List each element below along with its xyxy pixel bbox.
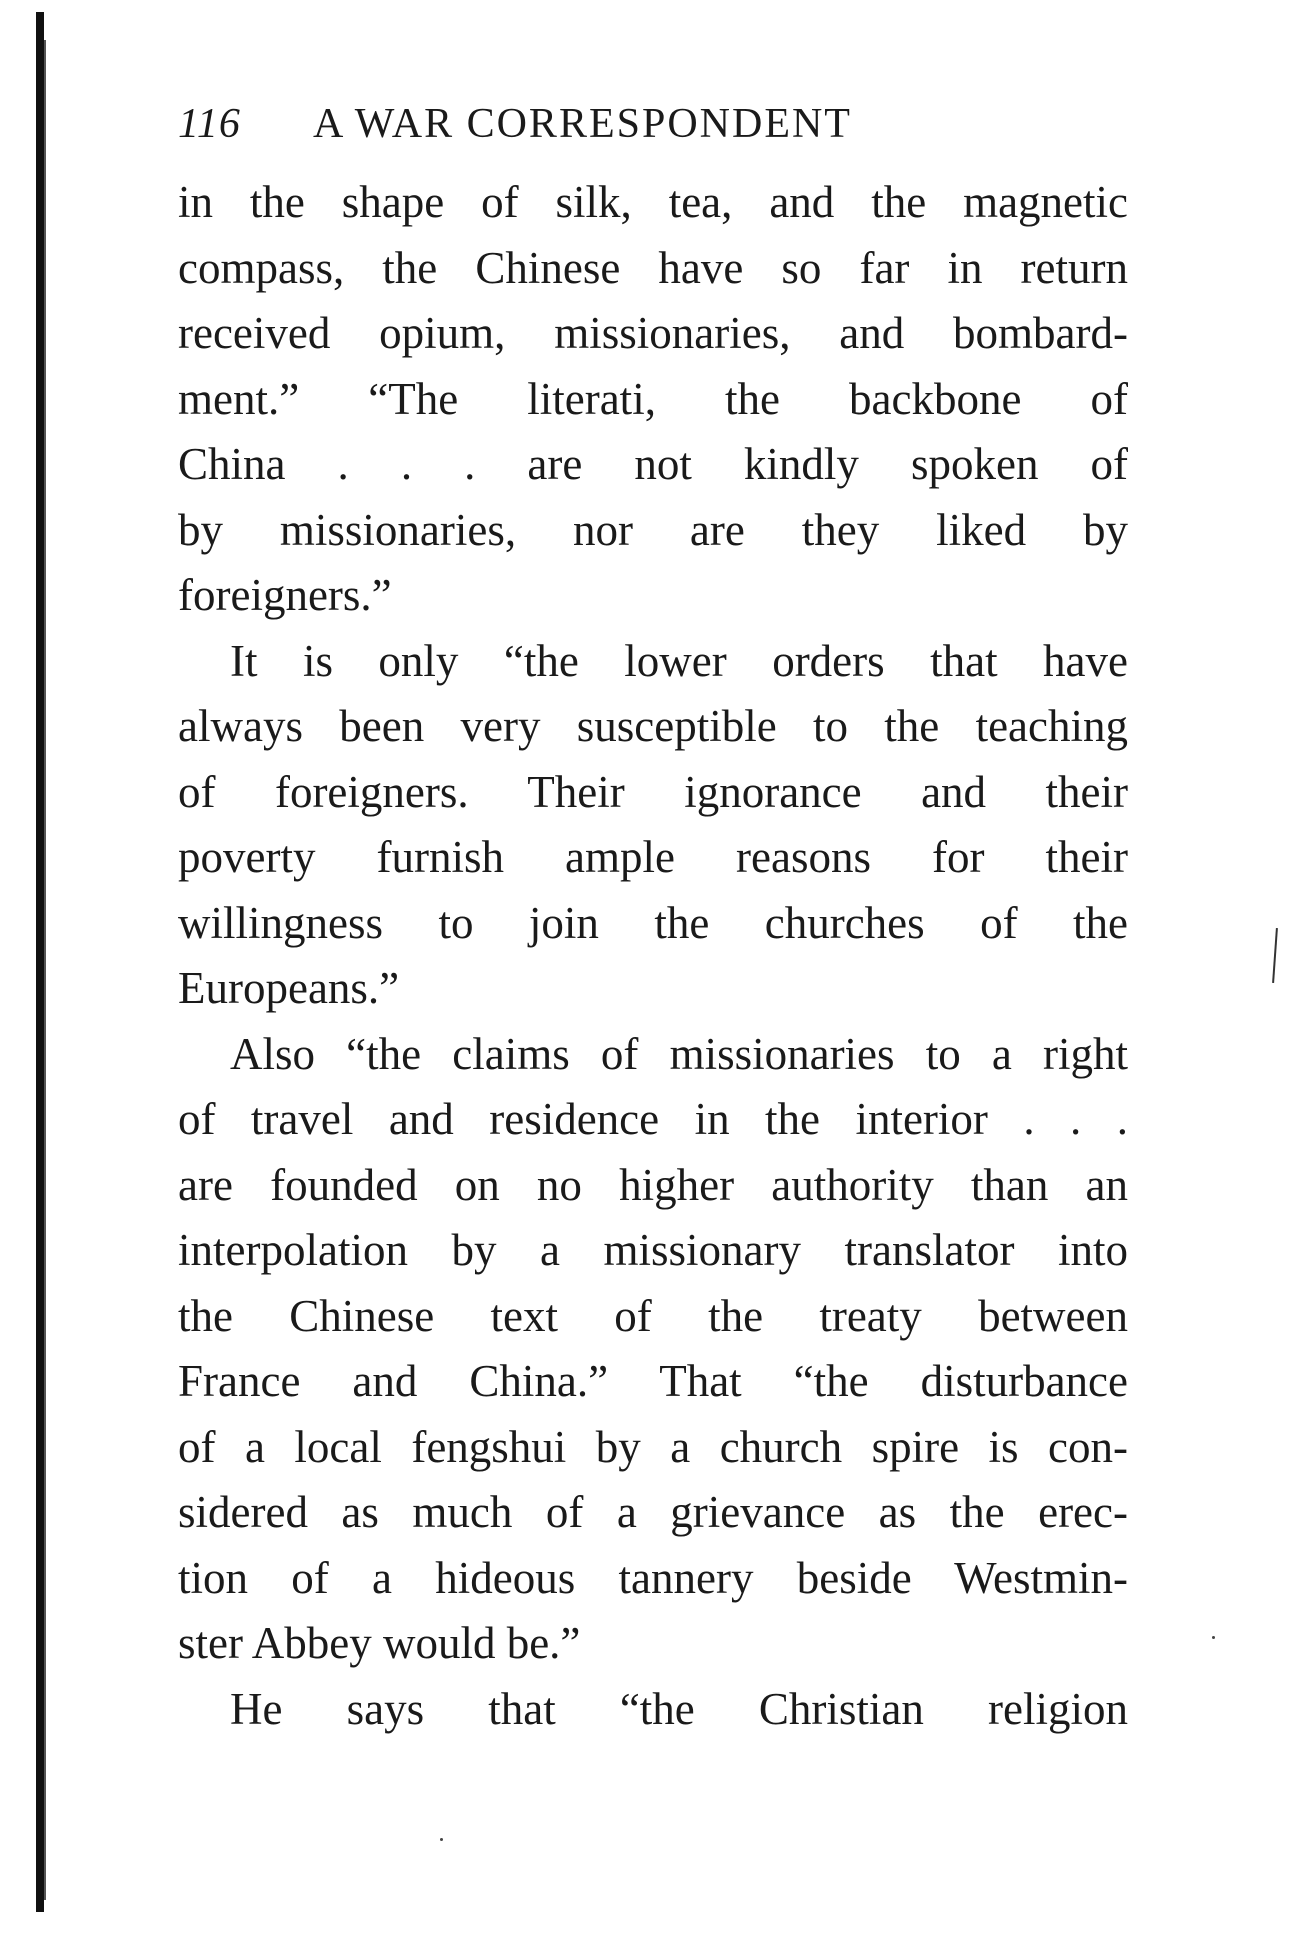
body-text: [178, 170, 1128, 1742]
text-line: France and China.” That “the disturbance: [178, 1356, 1128, 1406]
text-line: of travel and residence in the interior . . .: [178, 1094, 1128, 1144]
text-line: poverty furnish ample reasons for their: [178, 832, 1128, 882]
text-line: of foreigners. Their ignorance and their: [178, 766, 1128, 817]
stray-margin-mark: [1272, 928, 1278, 983]
text-line: by missionaries, nor are they liked by: [178, 504, 1128, 555]
text-line: compass, the Chinese have so far in return: [178, 242, 1128, 293]
page-number: 116: [178, 101, 241, 147]
paper-speck: [440, 1838, 443, 1841]
text-line: Europeans.”: [178, 963, 400, 1013]
text-line: He says that “the Christian religion: [230, 1683, 1128, 1734]
page-spine-edge: [36, 12, 44, 1912]
text-line: ster Abbey would be.”: [178, 1618, 581, 1668]
paper-speck: [1212, 1636, 1215, 1639]
text-line: always been very susceptible to the teaching: [178, 701, 1128, 751]
text-line: the Chinese text of the treaty between: [178, 1290, 1128, 1341]
text-line: ment.” “The literati, the backbone of: [178, 373, 1128, 424]
text-line: It is only “the lower orders that have: [230, 635, 1128, 686]
page-spine-shadow: [44, 40, 46, 1900]
text-line: tion of a hideous tannery beside Westmin-: [178, 1552, 1128, 1603]
running-head: [178, 100, 1128, 170]
text-line: willingness to join the churches of the: [178, 897, 1128, 948]
text-line: interpolation by a missionary translator into: [178, 1225, 1128, 1275]
book-page: [178, 100, 1128, 1742]
text-line: foreigners.”: [178, 570, 392, 620]
text-line: in the shape of silk, tea, and the magnetic: [178, 177, 1128, 227]
running-title: A WAR CORRESPONDENT: [313, 101, 852, 147]
text-line: of a local fengshui by a church spire is con-: [178, 1421, 1128, 1472]
text-line: China . . . are not kindly spoken of: [178, 439, 1128, 489]
text-line: are founded on no higher authority than an: [178, 1159, 1128, 1210]
text-line: Also “the claims of missionaries to a right: [230, 1028, 1128, 1079]
text-line: received opium, missionaries, and bombard-: [178, 308, 1128, 358]
text-line: sidered as much of a grievance as the erec-: [178, 1487, 1128, 1537]
